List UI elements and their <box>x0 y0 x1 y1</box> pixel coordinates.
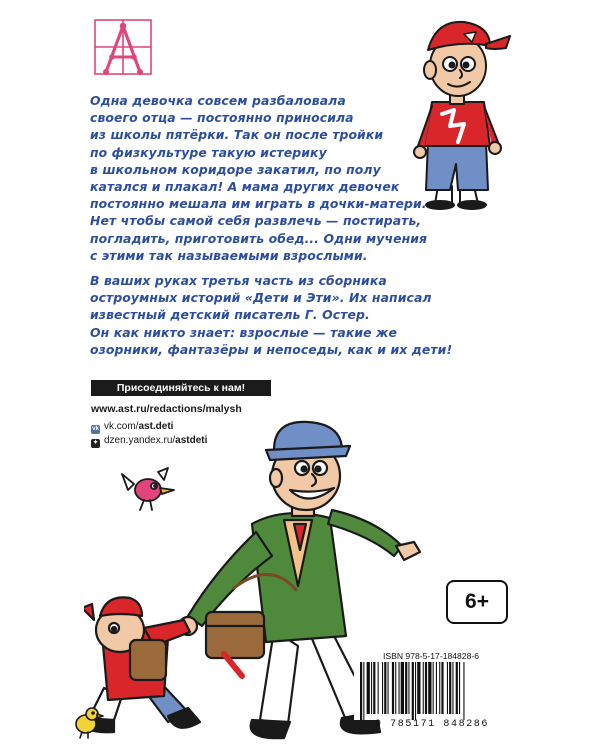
dzen-icon: ✦ <box>92 440 99 446</box>
publisher-logo-icon <box>92 17 154 77</box>
dzen-prefix: dzen.yandex.ru/ <box>104 435 176 446</box>
blurb-line: озорники, фантазёры и непоседы, как и их дети! <box>90 341 453 357</box>
website-link[interactable]: www.ast.ru/redactions/malysh <box>91 403 242 415</box>
blurb-line: Он как никто знает: взрослые — такие же <box>90 324 397 340</box>
barcode-icon <box>354 662 510 720</box>
blurb-line: своего отца — постоянно приносила <box>90 110 354 126</box>
barcode-number: 9 785171 848286 <box>374 719 489 730</box>
join-us-banner: Присоединяйтесь к нам! <box>91 380 271 396</box>
blurb-paragraph-2 <box>90 272 510 358</box>
blurb-line: В ваших руках третья часть из сборника <box>90 273 387 288</box>
blurb-line: остроумных историй «Дети и Эти». Их написал <box>90 290 432 306</box>
blurb-line: постоянно мешала им играть в дочки-матери. <box>90 196 427 212</box>
blurb-line: погладить, приготовить обед... Одни мучения <box>90 230 428 246</box>
isbn-text: ISBN 978-5-17-184828-6 <box>382 651 480 661</box>
vk-handle: ast.deti <box>138 421 174 432</box>
blurb-line: из школы пятёрки. Так он после тройки <box>90 127 384 143</box>
vk-prefix: vk.com/ <box>104 421 139 432</box>
blurb-line: катался и плакал! А мама других девочек <box>90 179 400 195</box>
blurb-line: известный детский писатель Г. Остер. <box>90 307 370 323</box>
blurb-paragraph-1 <box>90 92 510 264</box>
blurb-line: с этими так называемыми взрослыми. <box>90 247 368 263</box>
vk-icon: vk <box>92 426 99 432</box>
blurb-line: в школьном коридоре закатил, по полу <box>90 161 381 177</box>
age-rating-badge: 6+ <box>446 580 508 624</box>
dzen-handle: astdeti <box>175 435 208 446</box>
blurb-line: Нет чтобы самой себя развлечь — постирать, <box>90 213 422 229</box>
chick-illustration <box>66 700 106 740</box>
blurb-line: по физкультуре такую истерику <box>90 144 327 160</box>
blurb-line: Одна девочка совсем разбаловала <box>90 93 346 108</box>
